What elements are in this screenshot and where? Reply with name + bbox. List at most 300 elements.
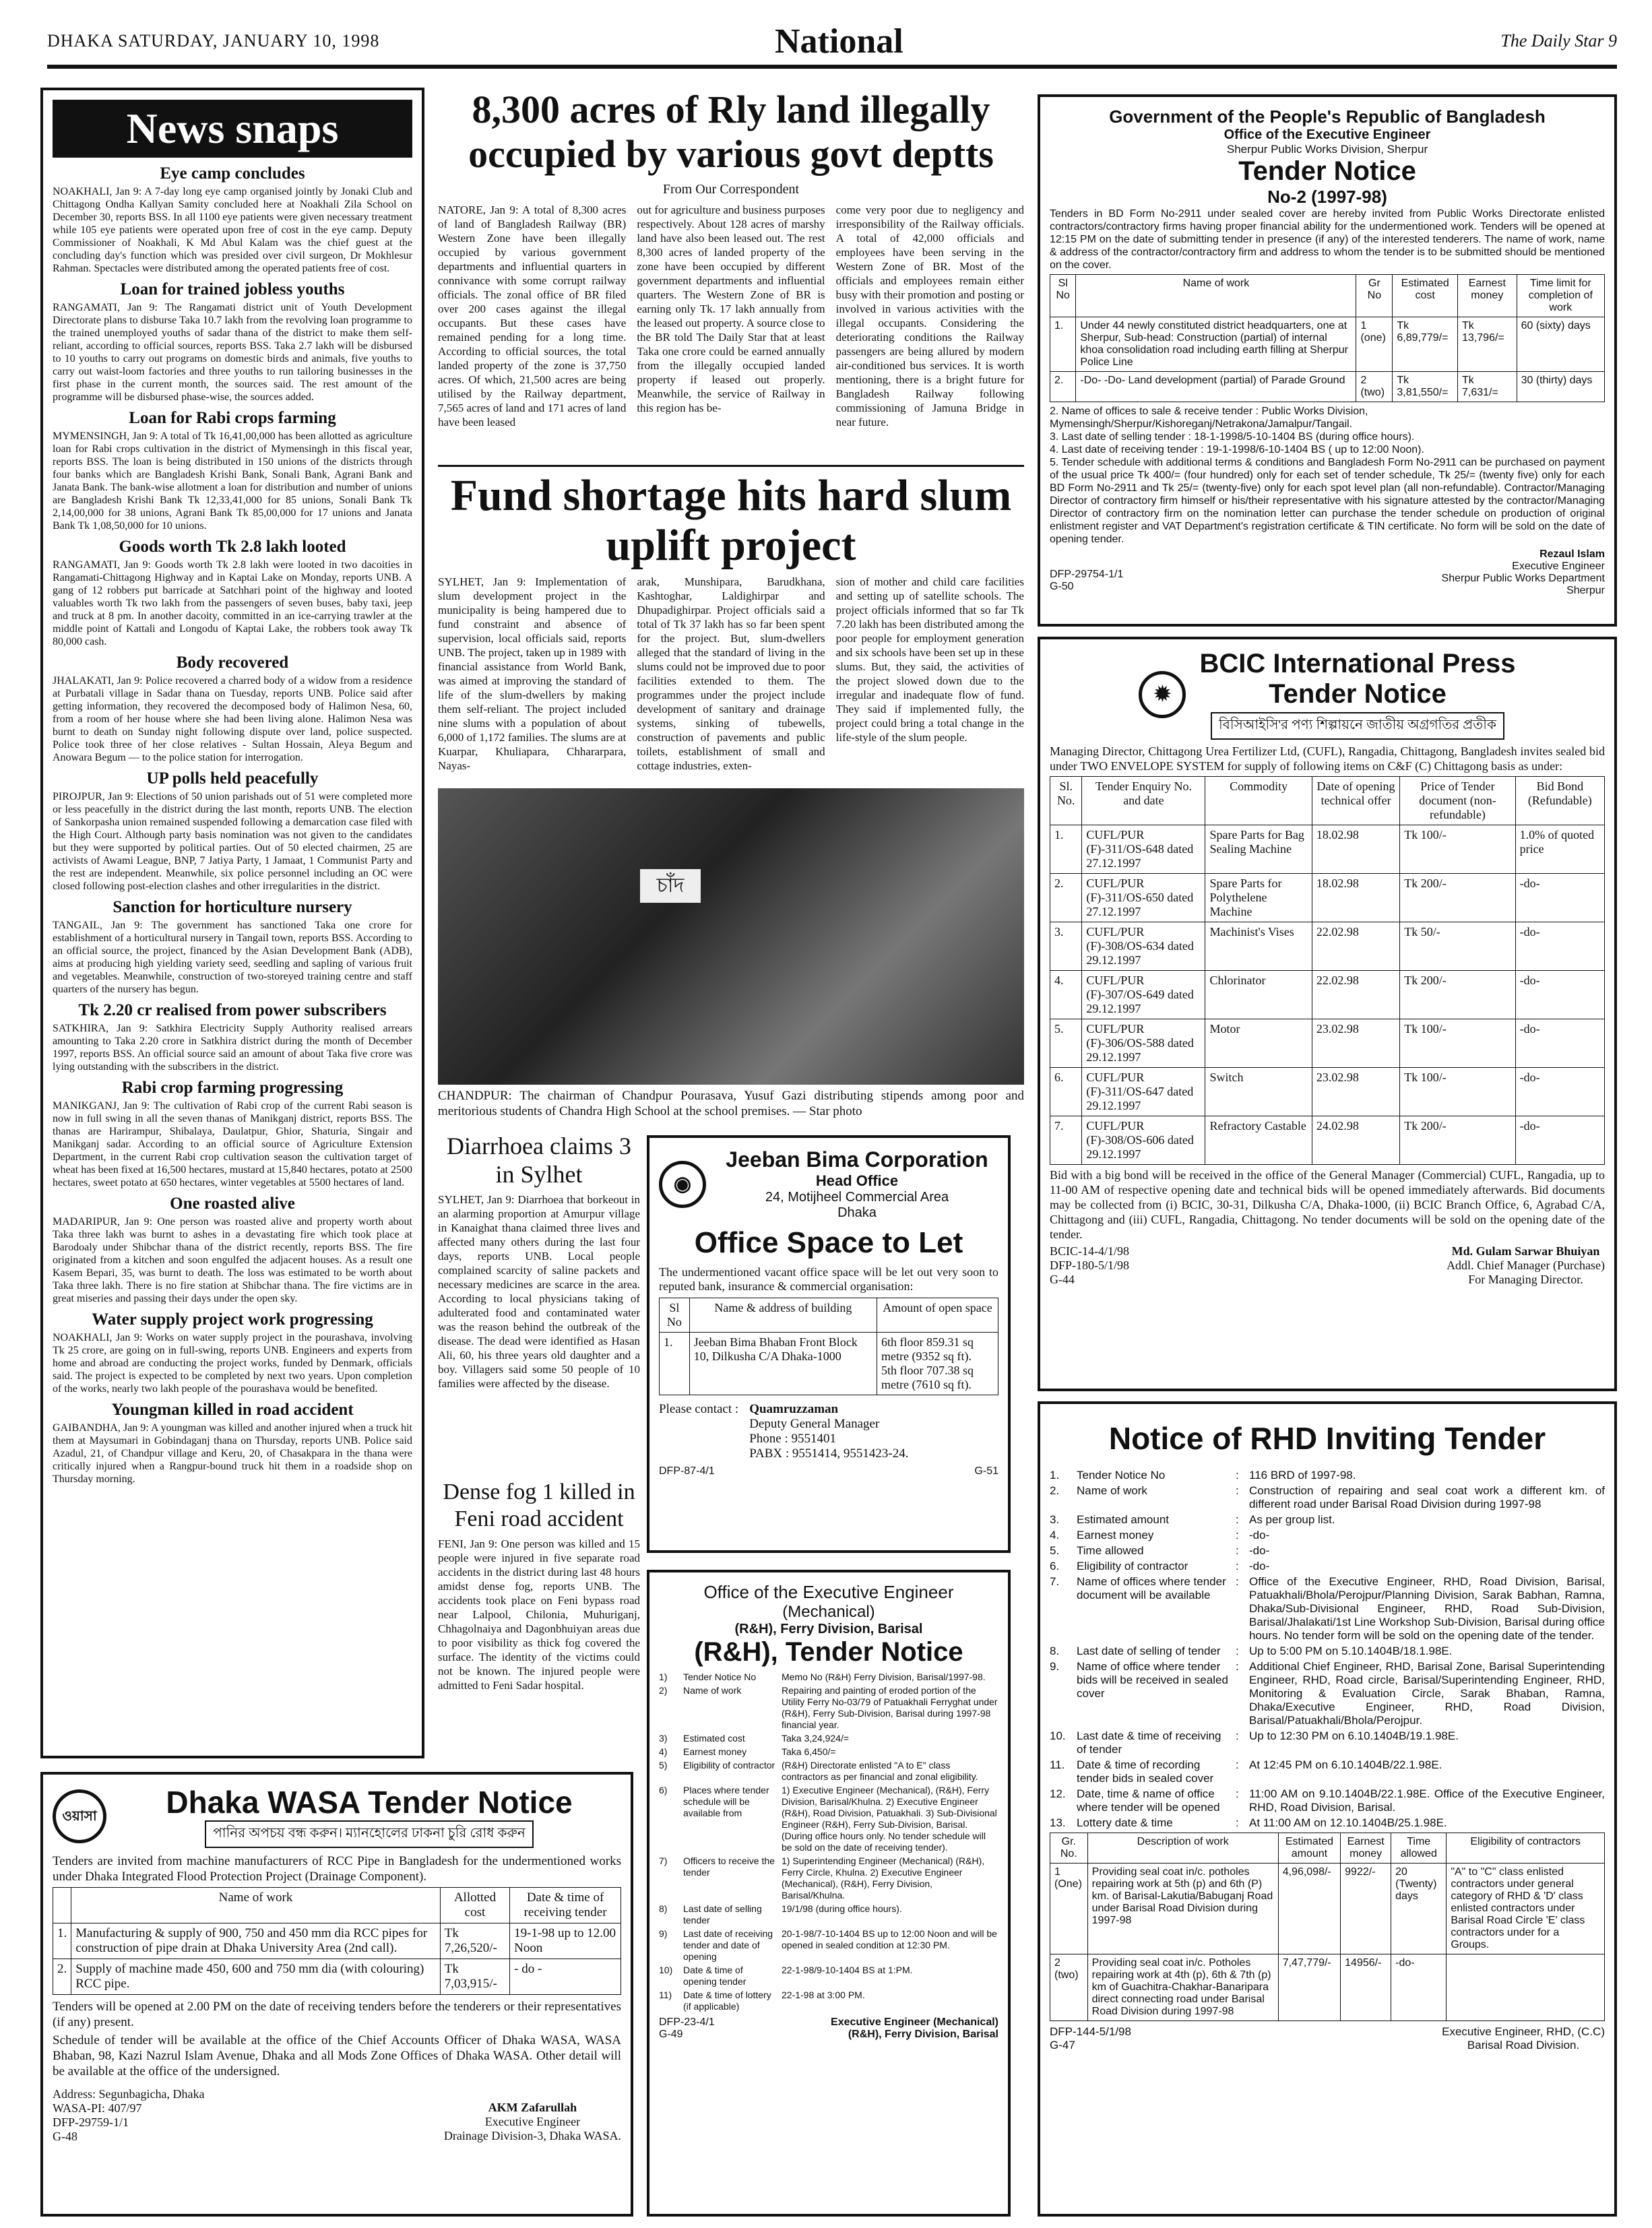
rhd-row-no: 11.: [1050, 1758, 1065, 1771]
pwd-sig-role: Executive Engineer: [1512, 561, 1605, 572]
mech-row-label: Estimated cost: [683, 1733, 745, 1744]
mech-title: (R&H), Tender Notice: [694, 1637, 963, 1667]
rhd-row-label: Name of offices where tender document will be available: [1077, 1575, 1226, 1601]
mech-row: [659, 1760, 998, 1783]
bcic-ref1: BCIC-14-4/1/98: [1050, 1244, 1130, 1258]
fund-col-3: sion of mother and child care facilities and setting up of satellite schools. The project officials informed that so far Tk 7.20 lakh has been distributed among the poor people for employment generation and six schools have been set up in these slums. But, they said, the activities of the project slowed down due to the irregular and inadequate flow of fund. They said if implemented fully, the project could bring a total change in the life-style of the slum people.: [835, 575, 1024, 744]
bcic-cell: -do-: [1515, 874, 1604, 922]
rhd-row-colon: :: [1236, 1484, 1239, 1497]
rhd-row: [1050, 1729, 1605, 1756]
rhd-cell: Providing seal coat in/c. potholes repairing work at 5th (p) and 6th (P) km. of Barisal-Lakutia/Babuganj Road under Barisal Road Division during 1997-98: [1087, 1864, 1278, 1954]
bcic-cell: 23.02.98: [1312, 1019, 1399, 1068]
paper-name: The Daily Star 9: [1500, 31, 1617, 51]
bcic-th: Price of Tender document (non-refundable): [1400, 777, 1515, 825]
jeeban-table: [659, 1298, 998, 1395]
rhd-row-no: 12.: [1050, 1787, 1066, 1800]
wasa-row: [53, 1959, 621, 1995]
mech-row-label: Places where tender schedule will be available from: [683, 1785, 769, 1818]
pwd-th: Gr No: [1356, 275, 1393, 317]
mech-row-value: Taka 6,450/=: [782, 1746, 836, 1757]
rhd-cell: 4,96,098/-: [1278, 1864, 1340, 1954]
bcic-cell: CUFL/PUR (F)-306/OS-588 dated 29.12.1997: [1082, 1019, 1205, 1068]
snap-headline: Tk 2.20 cr realised from power subscribers: [78, 1001, 387, 1019]
news-snaps-banner: News snaps: [53, 100, 412, 158]
mech-row: [659, 1685, 998, 1731]
bcic-th: Sl. No.: [1050, 777, 1082, 825]
jeeban-contact-role: Deputy General Manager: [749, 1417, 880, 1431]
bcic-logo-icon: ✹: [1139, 671, 1186, 718]
mech-row-value: (R&H) Directorate enlisted "A to E" class contractors as per financial and zonal eligibility.: [782, 1760, 978, 1782]
rly-col-3: come very poor due to negligency and irresponsibility of the Railway officials. A total of 42,000 officials and employees have been serving in the Western Zone of BR. Most of the officials and employees remain either busy with their promotion and posting or involved in various activities with the illegal occupants. Considering the deteriorating conditions the Railway passengers are being allured by modern air-conditioned bus services. It is worth mentioning, there is a bright future for Bangladesh Railway following commissioning of Jamuna Bridge in near future.: [835, 203, 1024, 428]
rhd-row-no: 13.: [1050, 1816, 1066, 1829]
pwd-th: Estimated cost: [1393, 275, 1458, 317]
wasa-logo-icon: ওয়াসা: [53, 1789, 106, 1843]
mech-row-value: 1) Executive Engineer (Mechanical), (R&H), Ferry Division, Barisal/Khulna. 2) Executive Engineer (R&H), Road Division, Patuakhali. 3) Sub-Divisional Engineer (R&H), Ferry Sub-Division, Barisal. (During office hours only. No tender schedule will be sold on the date of receiving tender).: [782, 1785, 997, 1853]
pwd-cell: 2 (two): [1356, 372, 1393, 402]
fog-story: [438, 1479, 640, 1775]
mech-row-value: Repairing and painting of eroded portion of the Utility Ferry No-03/79 of Patuakhali Ferryghat under (R&H), Ferry Sub-Division, Barisal during 1997-98 financial year.: [782, 1685, 998, 1730]
pwd-ref2: G-50: [1050, 581, 1074, 592]
pwd-f3: 3. Last date of selling tender : 18-1-1998/5-10-1404 BS (during office hours).: [1050, 431, 1415, 443]
wasa-cell: Manufacturing & supply of 900, 750 and 450 mm dia RCC pipes for construction of pipe drain at Dhaka University Area (2nd call).: [71, 1923, 441, 1959]
rhd-row-no: 8.: [1050, 1645, 1060, 1657]
wasa-cell: 19-1-98 up to 12.00 Noon: [510, 1923, 621, 1959]
rhd-th: Time allowed: [1391, 1833, 1447, 1864]
photo-caption: CHANDPUR: The chairman of Chandpur Pourasava, Yusuf Gazi distributing stipends among poor and meritorious students of Chandra High School at the school premises. — Star photo: [438, 1089, 1024, 1118]
wasa-sig-div: Drainage Division-3, Dhaka WASA.: [443, 2129, 621, 2142]
bcic-cell: -do-: [1515, 1019, 1604, 1068]
mech-ref1: DFP-23-4/1: [659, 2016, 715, 2028]
rhd-row-label: Name of work: [1077, 1484, 1147, 1497]
snap-body: RANGAMATI, Jan 9: The Rangamati district unit of Youth Development Directorate plans to disburse Taka 10.7 lakh from the revolving loan programme to the trained unemployed youths of sadar thana of the district to make them self-reliant, according to official sources, reports BSS. Taka 2.7 lakh will be disbursed to 10 youths to carry out programs on domestic birds and animals, five youths to carry out waist-loom factories and three youths to run tailoring businesses in the first phase in the current month, the sources said. The rest amount of the programme will be disbursed phase-wise, the sources added.: [53, 302, 412, 403]
mech-row-label: Eligibility of contractor: [683, 1760, 775, 1771]
mech-row: [659, 1855, 998, 1901]
snap-body: JHALAKATI, Jan 9: Police recovered a charred body of a widow from a residence at Purbatali village in Sadar thana on Tuesday, reports UNB. Police said after getting information, they recovered the decomposed body of Halimon Nesa, 60, from a room of her house where she had been living alone. Halimon Nesa was burnt to death on Sunday night following dispute over land, police suspected. Police took three of her close relatives - Sultan Hossain, Aleya Begum and Anowara Begum — to the police station for interrogation.: [53, 675, 412, 763]
mech-rows: [659, 1672, 998, 2012]
bcic-cell: 4.: [1050, 971, 1082, 1019]
pwd-cell: 1 (one): [1356, 317, 1393, 372]
pwd-sig-div: Sherpur Public Works Department: [1441, 573, 1605, 584]
mech-row-no: 3): [659, 1733, 668, 1744]
mech-row-no: 4): [659, 1746, 668, 1757]
bcic-cell: Tk 200/-: [1400, 971, 1515, 1019]
rhd-row: [1050, 1645, 1605, 1658]
rhd-cell: 2 (two): [1050, 1954, 1088, 2021]
rhd-ref1: DFP-144-5/1/98: [1050, 2025, 1131, 2038]
bcic-intro: Managing Director, Chittagong Urea Fertilizer Ltd, (CUFL), Rangadia, Chittagong, Bangladesh invites sealed bid under TWO ENVELOPE SYSTEM for supply of following items on C&F (C) Chittagong basis as under:: [1050, 744, 1605, 773]
snap-body: NOAKHALI, Jan 9: Works on water supply project in the pourashava, involving Tk 25 crore, are going on in full-swing, reports UNB. Engineers and experts from home and abroad are conducting the project works, funded by Denmark, officials said. The project is expected to be completed by next two years. Upon completion of the works, nearly two lakh people of the pourashava would be benefited.: [53, 1332, 412, 1395]
rhd-sig2: Barisal Road Division.: [1467, 2039, 1580, 2051]
rhd-row: [1050, 1816, 1605, 1830]
news-snaps: [40, 88, 424, 1758]
masthead: [47, 22, 1617, 67]
bcic-cell: -do-: [1515, 971, 1604, 1019]
diarrhoea-story: [438, 1132, 640, 1469]
pwd-sig-name: Rezaul Islam: [1539, 548, 1605, 560]
mech-row-label: Date & time of opening tender: [683, 1965, 746, 1987]
jeeban-title: Office Space to Let: [694, 1226, 963, 1259]
rhd-row-label: Earnest money: [1077, 1529, 1154, 1541]
bcic-cell: 24.02.98: [1312, 1116, 1399, 1165]
mech-row-value: Memo No (R&H) Ferry Division, Barisal/1997-98.: [782, 1672, 986, 1682]
bcic-cell: Machinist's Vises: [1205, 922, 1312, 971]
snap-headline: Youngman killed in road accident: [111, 1401, 354, 1419]
wasa-title: Dhaka WASA Tender Notice: [166, 1785, 573, 1820]
mech-row-no: 6): [659, 1785, 668, 1795]
pwd-f5: 5. Tender schedule with additional terms & conditions and Bangladesh Form No-2911 can be purchased on payment of the usual price Tk 400/= (four hundred) only for each set of tender schedule, Tk 25/= (twenty five) only for each BD Form No-2911 and Tk 25/= (twenty-five) only for each spot level plan (all non-refundable). Contractor/Managing Director of contractory firm himself or his/their representative with his signature attested by the contractor/Managing Director of contractory firm on the nomination letter can purchase the tender schedule on production of original enlistment register and VAT Department's registration certificate & TIN certificate. No form will be sold on the date of opening tender.: [1050, 457, 1605, 545]
wasa-intro: Tenders are invited from machine manufacturers of RCC Pipe in Bangladesh for the undermentioned works under Dhaka Integrated Flood Protection Project (Drainage Component).: [53, 1854, 621, 1884]
rhd-row-value: Up to 5:00 PM on 5.10.1404B/18.1.98E.: [1249, 1645, 1453, 1657]
snap-body: TANGAIL, Jan 9: The government has sanctioned Taka one crore for establishment of a horticultural nursery in Tangail town, reports BSS. According to an official source, the project, financed by the Asian Development Bank (ADB), aims at producing high yielding variety seed, seedling and sapling of various fruit and vegetables. Meanwhile, construction of two-storeyed training centre and staff quarters of the nursery has begun.: [53, 920, 412, 995]
pwd-g2: Office of the Executive Engineer: [1224, 127, 1431, 142]
bcic-row: [1050, 1116, 1605, 1165]
rhd-row-label: Name of office where tender bids will be received in sealed cover: [1077, 1660, 1228, 1700]
bcic-cell: 7.: [1050, 1116, 1082, 1165]
fund-headline: Fund shortage hits hard slum uplift project: [450, 471, 1012, 570]
rhd-cell: 20 (Twenty) days: [1391, 1864, 1447, 1954]
rly-col-1: NATORE, Jan 9: A total of 8,300 acres of land of Bangladesh Railway (BR) Western Zone have been illegally occupied by various government departments and influential quarters in connivance with some corrupt railway officials. The zonal office of BR filed over 200 cases against the illegal occupants. But these cases have remained pending for a long time. According to official sources, the total landed property of the zone is 37,750 acres. Of which, 21,500 acres are being utilised by the Railway department, 7,565 acres of land and 171 acres of land have been leased: [438, 203, 627, 428]
bcic-tagline: বিসিআইসি'র পণ্য শিল্পায়নে জাতীয় অগ্রগতির প্রতীক: [1211, 712, 1504, 740]
rhd-cell: 14956/-: [1341, 1954, 1391, 2021]
mech-row-no: 7): [659, 1855, 668, 1866]
snap-body: MANIKGANJ, Jan 9: The cultivation of Rabi crop of the current Rabi season is now in full swing in all the seven thanas of Manikganj district, reports BSS. The thanas are Harirampur, Shibalaya, Daulatpur, Ghior, Shaturia, Singair and Manikganj sadar. According to an official source of Agriculture Extension Department, in the current Rabi crop cultivation season the cultivation target of wheat has been fixed at 16,500 hectares, mustard at 15,840 hectares, potato at 2500 hectares, sweet potato at 650 hectares, winter vegetables at 5500 hectares of land.: [53, 1100, 412, 1188]
wasa-addr1: Address: Segunbagicha, Dhaka: [53, 2087, 205, 2101]
wasa-sig-role: Executive Engineer: [484, 2115, 581, 2128]
rhd-row-value: 116 BRD of 1997-98.: [1249, 1469, 1356, 1482]
pwd-intro: Tenders in BD Form No-2911 under sealed cover are hereby invited from Public Works Directorate enlisted contractors/contractory firms having proper financial ability for the undermentioned work. Tenders will be opened at 12:15 PM on the date of submitting tender in presence (if any) of the interested tenderers. The name of work, name & address of the contractor/contractory firm and address to whom the tender is to be submitted should be mentioned on the cover.: [1050, 208, 1605, 271]
mech-row-no: 8): [659, 1903, 668, 1914]
bcic-row: [1050, 922, 1605, 971]
mech-row-label: Name of work: [683, 1685, 742, 1696]
rhd-row-colon: :: [1236, 1560, 1239, 1572]
mech-row: [659, 1903, 998, 1926]
bcic-th: Tender Enquiry No. and date: [1082, 777, 1205, 825]
fund-col-2: arak, Munshipara, Barudkhana, Kashtoghar, Laldighirpar and Dhupadighirpar. Project officials said a total of Tk 37 lakh has so far been spent for the project. But, slum-dwellers alleged that the standard of living in the slums could not be improved due to poor facilities extended to them. The programmes under the project include development of sanitary and drainage systems, sinking of tubewells, construction of pavements and public toilets, establishment of small and cottage industries, exten-: [637, 575, 825, 772]
snap-headline: Water supply project work progressing: [92, 1310, 373, 1329]
bcic-cell: -do-: [1515, 922, 1604, 971]
pwd-tender-ad: [1038, 94, 1617, 627]
news-snaps-list: [53, 164, 412, 1486]
rhd-cell: -do-: [1391, 1954, 1447, 2021]
snap-body: RANGAMATI, Jan 9: Goods worth Tk 2.8 lakh were looted in two dacoities in Rangamati-Chittagong Highway and in Kaptai Lake on Monday, reports UNB. A gang of 12 robbers put barricade at Satchhari point of the highway and looted valuables worth Tk two lakh from the passengers of seven buses, baby taxi, jeep and truck at 8 pm. In another dacoity, committed in an ice-carrying trawler at the middle point of Kattali and Longodu of Kaptai Lake, the robbers took away Tk 80,000 cash.: [53, 559, 412, 647]
bcic-cell: Motor: [1205, 1019, 1312, 1068]
mech-t3: (R&H), Ferry Division, Barisal: [734, 1622, 923, 1636]
rhd-row-value: -do-: [1249, 1529, 1270, 1541]
pwd-title: Tender Notice: [1238, 156, 1416, 186]
mech-tender-ad: [647, 1570, 1011, 2217]
mech-row-no: 9): [659, 1928, 668, 1939]
jeeban-contact-label: Please contact :: [659, 1402, 739, 1416]
wasa-cell: - do -: [510, 1959, 621, 1995]
jeeban-contact-name: Quamruzzaman: [749, 1402, 839, 1416]
mech-row-label: Date & time of lottery (if applicable): [683, 1990, 771, 2012]
bcic-cell: 5.: [1050, 1019, 1082, 1068]
rhd-tender-ad: [1038, 1401, 1617, 2217]
rhd-row: [1050, 1954, 1605, 2021]
pwd-no: No-2 (1997-98): [1267, 187, 1387, 207]
bcic-cell: CUFL/PUR (F)-311/OS-648 dated 27.12.1997: [1082, 825, 1205, 874]
rhd-row-label: Eligibility of contractor: [1077, 1560, 1188, 1572]
mech-ref2: G-49: [659, 2029, 683, 2040]
td-building: Jeeban Bima Bhaban Front Block 10, Dilkusha C/A Dhaka-1000: [689, 1333, 877, 1395]
bcic-cell: Tk 200/-: [1400, 874, 1515, 922]
rhd-row: [1050, 1864, 1605, 1954]
bcic-cell: 22.02.98: [1312, 971, 1399, 1019]
rhd-cell: Providing seal coat in/c. Potholes repairing work at 4th (p), 6th & 7th (p) km of Guachitra-Chakhar-Banaripara direct connecting road under Barisal Road Division during 1997-98: [1087, 1954, 1278, 2021]
wasa-addr3: DFP-29759-1/1: [53, 2115, 129, 2129]
bcic-th: Date of opening technical offer: [1312, 777, 1399, 825]
td-sl: 1.: [660, 1333, 690, 1395]
bcic-cell: 23.02.98: [1312, 1068, 1399, 1116]
bcic-cell: 2.: [1050, 874, 1082, 922]
pwd-row: [1050, 372, 1605, 402]
pwd-row: [1050, 317, 1605, 372]
wasa-cell: 1.: [53, 1923, 71, 1959]
bcic-cell: CUFL/PUR (F)-311/OS-647 dated 29.12.1997: [1082, 1068, 1205, 1116]
snap-body: MYMENSINGH, Jan 9: A total of Tk 16,41,00,000 has been allotted as agriculture loan for Rabi crops cultivation in the district of Mymensingh in this fiscal year, reports BSS. The loan is being distributed in 150 unions of the districts through four banks which are Bangladesh Krishi Bank, Sonali Bank, Agrani Bank and Janata Bank. The bank-wise allotment a loan for distribution and number of unions are Bangladesh Krishi Bank Tk 12,33,41,000 for 85 unions, Sonali Bank Tk 2,14,00,000 for 38 unions, Agrani Bank Tk 85,00,000 for 17 unions and Janata Bank Tk 1,08,50,000 for 10 unions.: [53, 431, 412, 532]
rhd-row-value: Office of the Executive Engineer, RHD, Road Division, Barisal, Patuakhali/Bhola/Perojpur/Planning Division, Sarak Babhan, Ramna, Dhaka/Sub-Divisional Engineer, RHD, Road Sub-Division, Barisal/Jhalakati/1st Line Workshop Sub-Division, Barisal during office hours. No tender form will be sold on the opening date of the tender.: [1249, 1575, 1605, 1642]
snap-headline: UP polls held peacefully: [146, 769, 319, 788]
bcic-cell: -do-: [1515, 1116, 1604, 1165]
mech-row: [659, 1785, 998, 1853]
mech-row: [659, 1746, 998, 1758]
snap-headline: Loan for Rabi crops farming: [129, 409, 336, 427]
pwd-cell: 60 (sixty) days: [1517, 317, 1604, 372]
pwd-cell: 2.: [1050, 372, 1076, 402]
bcic-title1: BCIC International Press: [1199, 649, 1516, 678]
rhd-cell: "A" to "C" class enlisted contractors under general category of RHD & 'D' class enlisted contractors under Barisal Road Circle 'E' class contractors under for a Groups.: [1447, 1864, 1605, 1954]
mech-row-no: 1): [659, 1672, 668, 1682]
bcic-sig-role: Addl. Chief Manager (Purchase): [1447, 1259, 1605, 1272]
rhd-row-colon: :: [1236, 1529, 1239, 1541]
bcic-th: Commodity: [1205, 777, 1312, 825]
rhd-table: [1050, 1833, 1605, 2021]
rhd-th: Eligibility of contractors: [1447, 1833, 1605, 1864]
bcic-row: [1050, 874, 1605, 922]
mech-row-label: Tender Notice No: [683, 1672, 757, 1682]
th-name: Name & address of building: [689, 1298, 877, 1333]
bcic-cell: CUFL/PUR (F)-307/OS-649 dated 29.12.1997: [1082, 971, 1205, 1019]
bcic-cell: 22.02.98: [1312, 922, 1399, 971]
mech-row-value: 20-1-98/7-10-1404 BS up to 12:00 Noon and will be opened in sealed condition at 12:30 PM.: [782, 1928, 997, 1950]
rhd-row-value: -do-: [1249, 1544, 1270, 1557]
rhd-row-value: Additional Chief Engineer, RHD, Barisal Zone, Barisal Superintending Engineer, RHD, Road circle, Barisal/Superintending Engineer, RHD, Monitoring & Evaluation Circle, Sarak Bhaban, Ramna, Dhaka/Executive Engineer, RHD, Road Division, Barisal/Patuakhali/Bhola/Perojpur.: [1249, 1660, 1605, 1727]
rhd-row-no: 6.: [1050, 1560, 1060, 1572]
rhd-row-no: 1.: [1050, 1469, 1060, 1482]
mech-row-value: 19/1/98 (during office hours).: [782, 1903, 902, 1914]
jeeban-ref: DFP-87-4/1: [659, 1465, 715, 1477]
bcic-cell: CUFL/PUR (F)-308/OS-634 dated 29.12.1997: [1082, 922, 1205, 971]
rhd-row: [1050, 1484, 1605, 1511]
rhd-th: Estimated amount: [1278, 1833, 1340, 1864]
rhd-cell: 7,47,779/-: [1278, 1954, 1340, 2021]
wasa-addr4: G-48: [53, 2130, 77, 2143]
rhd-row: [1050, 1758, 1605, 1785]
rly-byline: From Our Correspondent: [662, 182, 800, 197]
bcic-cell: 1.: [1050, 825, 1082, 874]
rhd-row-colon: :: [1236, 1575, 1239, 1588]
mech-row-no: 5): [659, 1760, 668, 1771]
rhd-row-value: 11:00 AM on 9.10.1404B/22.1.98E. Office of the Executive Engineer, RHD, Road Division, Barisal.: [1249, 1787, 1605, 1814]
bcic-th: Bid Bond (Refundable): [1515, 777, 1604, 825]
wasa-cell: 2.: [53, 1959, 71, 1995]
mech-row: [659, 1965, 998, 1987]
snap-headline: Rabi crop farming progressing: [121, 1079, 344, 1097]
wasa-th: Date & time of receiving tender: [510, 1888, 621, 1923]
wasa-cell: Supply of machine made 450, 600 and 750 mm dia (with colouring) RCC pipe.: [71, 1959, 441, 1995]
bcic-row: [1050, 1019, 1605, 1068]
mech-sign1: Executive Engineer (Mechanical): [831, 2016, 998, 2028]
masthead-rule: [47, 65, 1617, 69]
wasa-sig-name: AKM Zafarullah: [488, 2101, 577, 2114]
rhd-row-colon: :: [1236, 1729, 1239, 1742]
bcic-cell: CUFL/PUR (F)-308/OS-606 dated 29.12.1997: [1082, 1116, 1205, 1165]
rhd-th: Earnest money: [1341, 1833, 1391, 1864]
bcic-cell: Spare Parts for Bag Sealing Machine: [1205, 825, 1312, 874]
mech-row-no: 10): [659, 1965, 673, 1975]
bcic-cell: Tk 200/-: [1400, 1116, 1515, 1165]
snap-headline: Body recovered: [176, 654, 289, 672]
bcic-sig-name: Md. Gulam Sarwar Bhuiyan: [1451, 1244, 1600, 1258]
mech-row-no: 11): [659, 1990, 672, 2000]
bcic-tender-ad: [1038, 637, 1617, 1391]
rhd-row-label: Date & time of recording tender bids in sealed cover: [1077, 1758, 1214, 1785]
snap-body: MADARIPUR, Jan 9: One person was roasted alive and property worth about Taka three lakh was burnt to ashes in a devastating fire which took place at Barodoaly under Shibchar thana of the district recently, reports BSS. The fire originated from a kitchen and soon engulfed the adjacent houses. As a result one Kasem Bepari, 35, was burnt to death. The loss was estimated to be worth about Taka three lakh. There is no fire station at Shibchar thana. The fire victims are in great miseries and passing their days under the open sky.: [53, 1216, 412, 1304]
pwd-cell: Tk 3,81,550/=: [1393, 372, 1458, 402]
rhd-row-colon: :: [1236, 1787, 1239, 1800]
pwd-g1: Government of the People's Republic of Bangladesh: [1109, 106, 1546, 127]
rhd-row-no: 10.: [1050, 1729, 1066, 1742]
jeeban-intro: The undermentioned vacant office space will be let out very soon to reputed bank, insurance & commercial organisation:: [659, 1265, 998, 1293]
mech-row: [659, 1672, 998, 1683]
rhd-row-value: At 11:00 AM on 12.10.1404B/25.1.98E.: [1249, 1816, 1447, 1829]
pwd-cell: 30 (thirty) days: [1517, 372, 1604, 402]
snap-body: GAIBANDHA, Jan 9: A youngman was killed and another injured when a truck hit them at Maysumari in Gobindaganj thana on Thursday, reports UNB. Police said Azadul, 21, of Chandpur village and Keru, 20, of Chasakpara in the thana were critically injured when a Rangpur-bound truck hit them in a roadside shop on Thursday morning.: [53, 1422, 412, 1485]
rhd-row-colon: :: [1236, 1544, 1239, 1557]
pwd-sig-loc: Sherpur: [1566, 585, 1605, 596]
pwd-cell: Tk 6,89,779/=: [1393, 317, 1458, 372]
jeeban-bima-ad: [647, 1135, 1011, 1553]
rhd-row: [1050, 1544, 1605, 1558]
banner-sign: চাঁদ: [640, 869, 701, 903]
snap-body: SATKHIRA, Jan 9: Satkhira Electricity Supply Authority realised arrears amounting to Taka 2.20 crore in Satkhira district during the month of December 1997, reports BSS. An official source said an amount of about Taka five crore was lying outstanding with the subscribers in the district.: [53, 1023, 412, 1073]
bcic-cell: CUFL/PUR (F)-311/OS-650 dated 27.12.1997: [1082, 874, 1205, 922]
rhd-row-label: Last date of selling of tender: [1077, 1645, 1221, 1657]
bcic-cell: Refractory Castable: [1205, 1116, 1312, 1165]
bcic-ref3: G-44: [1050, 1273, 1075, 1286]
bcic-sig-for: For Managing Director.: [1468, 1273, 1583, 1286]
wasa-cell: Tk 7,26,520/-: [440, 1923, 509, 1959]
rhd-row-label: Tender Notice No: [1077, 1469, 1166, 1482]
pwd-cell: Under 44 newly constituted district headquarters, one at Sherpur, Sub-head: Construction (partial) of internal khoa consolidation road including earth filling at Sherpur Police Line: [1076, 317, 1356, 372]
rly-col-2: out for agriculture and business purposes respectively. About 128 acres of marshy land have also been leased out. The rest 8,300 acres of landed property of the zone have been occupied by different government departments and influential quarters. The Western Zone of BR is earning only Tk. 17 lakh annually from the leased out property. A source close to the BR told The Daily Star that at least Taka one crore could be earned annually from the illegally occupied landed property if leased out properly. Meanwhile, the service of Railway in this region has be-: [637, 203, 825, 414]
rhd-ref2: G-47: [1050, 2039, 1075, 2051]
pwd-th: Name of work: [1076, 275, 1356, 317]
wasa-addr2: WASA-PI: 407/97: [53, 2101, 142, 2115]
pwd-f4: 4. Last date of receiving tender : 19-1-1998/6-10-1404 BS ( up to 12:00 Noon).: [1050, 444, 1424, 455]
rhd-cell: 9922/-: [1341, 1864, 1391, 1954]
jeeban-code: G-51: [974, 1465, 998, 1477]
wasa-row: [53, 1923, 621, 1959]
mech-row: [659, 1928, 998, 1963]
rhd-th: Description of work: [1087, 1833, 1278, 1864]
fog-headline: Dense fog 1 killed in Feni road accident: [443, 1479, 635, 1531]
fund-col-1: SYLHET, Jan 9: Implementation of slum development project in the municipality is being hampered due to fund constraint and absence of supervision, local officials said, reports UNB. The project, taken up in 1989 with financial assistance from World Bank, was aimed at improving the standard of life of the slum-dwellers by making them self-reliant. The project included nine slums with a population of about 6,000 of 1,172 families. The slums are at Kuarpar, Khuliapara, Chhararpara, Nayas-: [438, 575, 627, 772]
td-amount-5th: 5th floor 707.38 sq metre (7610 sq ft).: [881, 1364, 974, 1391]
mech-row-label: Officers to receive the tender: [683, 1855, 775, 1878]
rhd-row-value: -do-: [1249, 1560, 1270, 1572]
bcic-row: [1050, 825, 1605, 874]
pwd-cell: -Do- -Do- Land development (partial) of Parade Ground: [1076, 372, 1356, 402]
td-amount-6th: 6th floor 859.31 sq metre (9352 sq ft).: [881, 1335, 974, 1363]
rhd-sig1: Executive Engineer, RHD, (C.C): [1442, 2025, 1605, 2038]
wasa-th: Name of work: [71, 1888, 441, 1923]
mech-row-value: 1) Superintending Engineer (Mechanical) (R&H), Ferry Circle, Khulna. 2) Executive Engineer (Mechanical), (R&H), Ferry Division, Barisal/Khulna.: [782, 1855, 985, 1901]
bcic-row: [1050, 1068, 1605, 1116]
chandpur-photo: [438, 788, 1024, 1085]
rhd-row-colon: :: [1236, 1513, 1239, 1526]
rhd-row-label: Date, time & name of office where tender will be opened: [1077, 1787, 1220, 1814]
mech-sign2: (R&H), Ferry Division, Barisal: [848, 2029, 998, 2040]
jeeban-addr2: Dhaka: [837, 1205, 877, 1220]
rhd-cell: 1 (One): [1050, 1864, 1088, 1954]
bcic-row: [1050, 971, 1605, 1019]
mech-t1: Office of the Executive Engineer: [703, 1582, 954, 1602]
bcic-cell: 1.0% of quoted price: [1515, 825, 1604, 874]
rhd-row-colon: :: [1236, 1469, 1239, 1482]
rly-headline: 8,300 acres of Rly land illegally occupied by various govt deptts: [468, 88, 994, 176]
rhd-row: [1050, 1529, 1605, 1542]
bcic-cell: Tk 50/-: [1400, 922, 1515, 971]
diarrhoea-headline: Diarrhoea claims 3 in Sylhet: [447, 1133, 631, 1188]
bcic-foot: Bid with a big bond will be received in the office of the General Manager (Commercial) CUFL, Rangadia, up to 11-00 AM of respective opening date and technical bids will be opened immediately afterwards. Bid documents may be collected from (i) BCIC, 30-31, Dilkusha C/A, Dhaka-1000, (ii) BCIC Branch Office, 6, Agrabad C/A, Chittagong and (iii) CUFL, Rangadia, Chittagong. No tender documents will be sold on the opening date of the tender.: [1050, 1168, 1605, 1241]
snap-body: PIROJPUR, Jan 9: Elections of 50 union parishads out of 51 were completed more or less peacefully in the district during the last month, reports UNB. The election of Sankorpasha union remained suspended following a demarcation case filed with the High Court. Although party basis nomination was not given to the candidates but they were supported by political parties. Out of 50 elected chairmen, 25 are activists of Awami League, BNP, 7 Jatiya Party, 1 Jamaat, 1 Communist Party and the rest are independent. Meanwhile, six police personnel including an OC were closed following post-election clashes and other irregularities in the district.: [53, 791, 412, 892]
pwd-th: Time limit for completion of work: [1517, 275, 1604, 317]
rhd-th: Gr. No.: [1050, 1833, 1088, 1864]
rhd-title: Notice of RHD Inviting Tender: [1108, 1421, 1546, 1456]
bcic-cell: Spare Parts for Polythelene Machine: [1205, 874, 1312, 922]
rhd-row-colon: :: [1236, 1660, 1239, 1673]
wasa-p1: Tenders will be opened at 2.00 PM on the date of receiving tenders before the tenderers or their representatives (if any) present.: [53, 2000, 621, 2029]
diarrhoea-body: SYLHET, Jan 9: Diarrhoea that borkeout in an alarming proportion at Amurpur village in Kanaighat thana claimed three lives and affected many others during the last four days, reports UNB. Local people complained scarcity of saline packets and necessary medicines are scarce in the area. According to local physicians taking of adulterated food and contaminated water was the reason behind the outbreak of the disease. The dead were identified as Hasan Ali, 60, his three years old daughter and a boy. Villagers said some 50 people of 10 families were affected by the disease.: [438, 1193, 640, 1390]
rhd-rows: [1050, 1469, 1605, 1830]
bcic-cell: Tk 100/-: [1400, 1068, 1515, 1116]
mech-row-no: 2): [659, 1685, 668, 1696]
snap-headline: Goods worth Tk 2.8 lakh looted: [119, 538, 346, 556]
snap-headline: Eye camp concludes: [160, 164, 305, 183]
mech-row-label: Earnest money: [683, 1746, 747, 1757]
bcic-table: [1050, 776, 1605, 1165]
bcic-cell: Switch: [1205, 1068, 1312, 1116]
bcic-cell: Tk 100/-: [1400, 825, 1515, 874]
rhd-row: [1050, 1787, 1605, 1814]
mech-row-label: Last date of receiving tender and date of opening: [683, 1928, 773, 1962]
rhd-row-label: Lottery date & time: [1077, 1816, 1173, 1829]
jeeban-phone: Phone : 9551401: [749, 1432, 836, 1446]
pwd-cell: Tk 7,631/=: [1458, 372, 1517, 402]
pwd-f2: 2. Name of offices to sale & receive tender : Public Works Division, Mymensingh/Sherpur/Kishoreganj/Netrakona/Jamalpur/Tangail.: [1050, 406, 1368, 430]
pwd-g3: Sherpur Public Works Division, Sherpur: [1226, 143, 1428, 156]
pwd-ref1: DFP-29754-1/1: [1050, 569, 1124, 580]
wasa-th: [53, 1888, 71, 1923]
rhd-row: [1050, 1469, 1605, 1482]
pwd-cell: 1.: [1050, 317, 1076, 372]
rhd-row: [1050, 1575, 1605, 1643]
bcic-cell: 6.: [1050, 1068, 1082, 1116]
jeeban-pabx: PABX : 9551414, 9551423-24.: [749, 1446, 909, 1461]
rhd-row-no: 9.: [1050, 1660, 1060, 1673]
wasa-tender-ad: [40, 1772, 633, 2217]
